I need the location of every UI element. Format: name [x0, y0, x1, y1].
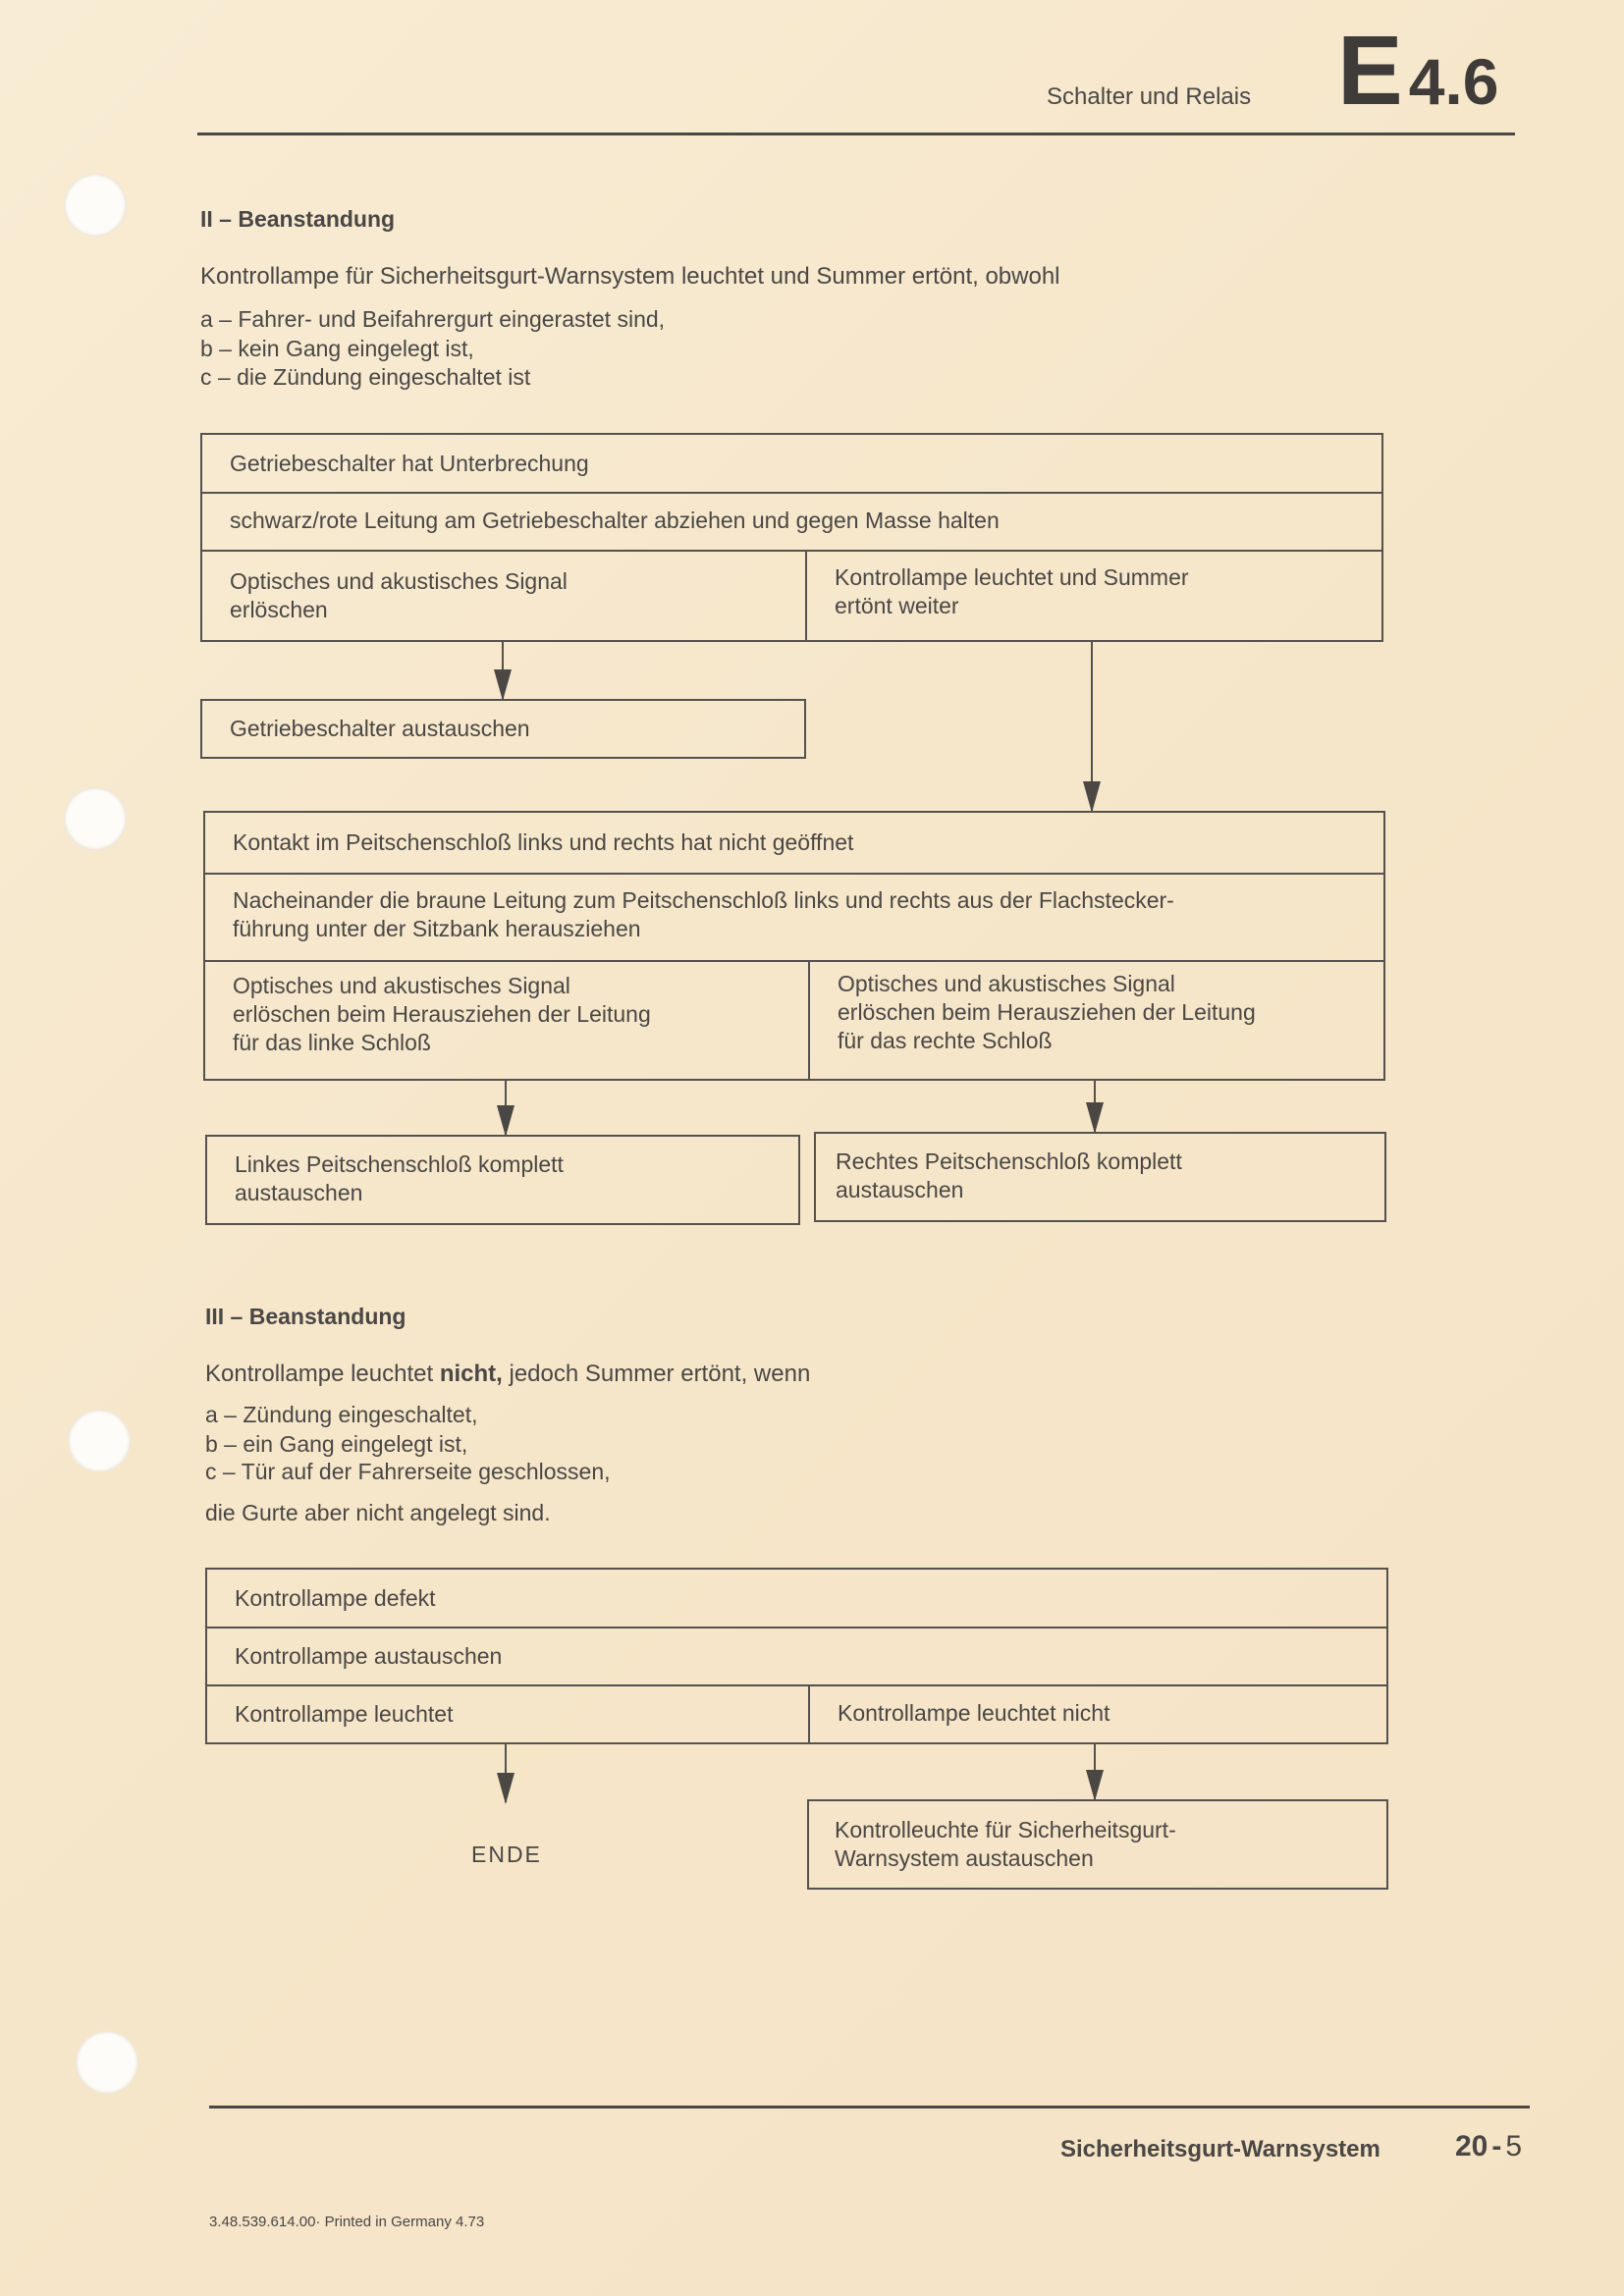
arrow-down-icon [502, 641, 504, 699]
print-note: 3.48.539.614.00· Printed in Germany 4.73 [209, 2214, 485, 2230]
condition: b – ein Gang eingelegt ist, [205, 1431, 468, 1457]
page-number: 20 - 5 [1455, 2130, 1523, 2163]
condition: c – die Zündung eingeschaltet ist [200, 364, 531, 390]
chapter-number: 4.6 [1408, 45, 1499, 118]
punch-hole [64, 174, 127, 237]
section2-intro: Kontrollampe für Sicherheitsgurt-Warnsystem leuchtet und Summer ertönt, obwohl [200, 263, 1060, 290]
arrow-down-icon [1091, 641, 1093, 811]
flowchart-box-2 [203, 811, 1385, 1081]
section3-heading: III – Beanstandung [205, 1304, 406, 1329]
header-rule [197, 133, 1515, 135]
section2-heading: II – Beanstandung [200, 206, 396, 232]
action-box-left: Linkes Peitschenschloß komplett austauschen [205, 1135, 800, 1225]
result-right: Kontrollampe leuchtet und Summer ertönt weiter [835, 564, 1189, 618]
end-label: ENDE [471, 1842, 542, 1867]
result-left: Kontrollampe leuchtet [235, 1701, 454, 1727]
action-box: Getriebeschalter austauschen [200, 699, 806, 759]
condition: a – Zündung eingeschaltet, [205, 1402, 478, 1427]
test-step: Nacheinander die braune Leitung zum Peitschenschloß links und rechts aus der Flachstecker- führung unter der Sitzbank herausziehen [233, 887, 1174, 941]
flowchart-box-1 [200, 433, 1383, 642]
test-step: schwarz/rote Leitung am Getriebeschalter abziehen und gegen Masse halten [230, 507, 1000, 533]
arrow-down-icon [1094, 1080, 1096, 1132]
result-left: Optisches und akustisches Signal erlöschen [230, 568, 568, 622]
footer-rule [209, 2106, 1530, 2109]
section3-intro: Kontrollampe leuchtet nicht, jedoch Summer ertönt, wenn [205, 1361, 811, 1387]
action-box-right: Rechtes Peitschenschloß komplett austauschen [814, 1132, 1386, 1222]
cause: Getriebeschalter hat Unterbrechung [230, 450, 589, 476]
chapter-code [1337, 16, 1499, 126]
action-box-right: Kontrolleuchte für Sicherheitsgurt- Warnsystem austauschen [807, 1799, 1388, 1890]
result-right: Optisches und akustisches Signal erlöschen beim Herausziehen der Leitung für das rechte Schloß [838, 971, 1256, 1053]
header-section: Schalter und Relais [1047, 83, 1252, 110]
result-left: Optisches und akustisches Signal erlöschen beim Herausziehen der Leitung für das linke Schloß [233, 973, 651, 1055]
arrow-down-icon [505, 1743, 507, 1802]
result-right: Kontrollampe leuchtet nicht [838, 1700, 1110, 1726]
test-step: Kontrollampe austauschen [235, 1643, 503, 1669]
footer-title: Sicherheitsgurt-Warnsystem [1060, 2136, 1380, 2163]
punch-hole [76, 2031, 138, 2094]
condition: a – Fahrer- und Beifahrergurt eingerastet sind, [200, 306, 666, 332]
flowchart-box-3 [205, 1568, 1388, 1744]
punch-hole [68, 1410, 131, 1472]
condition: b – kein Gang eingelegt ist, [200, 336, 474, 361]
chapter-letter: E [1337, 16, 1403, 126]
cause: Kontakt im Peitschenschloß links und rechts hat nicht geöffnet [233, 829, 854, 855]
section3-closing: die Gurte aber nicht angelegt sind. [205, 1500, 551, 1525]
punch-hole [64, 787, 127, 850]
cause: Kontrollampe defekt [235, 1584, 436, 1611]
arrow-down-icon [505, 1080, 507, 1135]
arrow-down-icon [1094, 1743, 1096, 1799]
condition: c – Tür auf der Fahrerseite geschlossen, [205, 1459, 611, 1484]
